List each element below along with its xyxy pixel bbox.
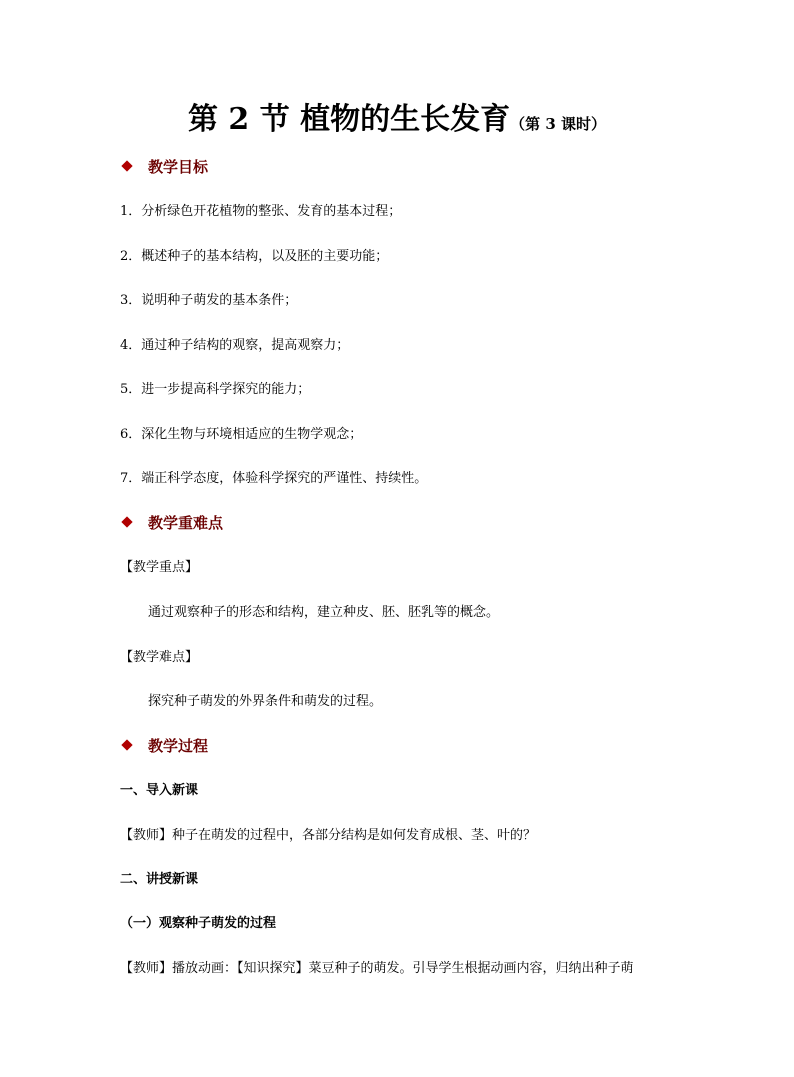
section-heading-label: 教学目标 xyxy=(148,158,209,176)
process-part2-title: 二、讲授新课 xyxy=(120,872,199,887)
page-title xyxy=(0,100,794,144)
objective-item: 4．通过种子结构的观察，提高观察力； xyxy=(120,338,350,353)
difficult-points-label: 【教学难点】 xyxy=(120,650,199,665)
process-sub1-title: （一）观察种子萌发的过程 xyxy=(120,916,277,931)
section-heading-process xyxy=(120,736,208,756)
objective-item: 1．分析绿色开花植物的整张、发育的基本过程； xyxy=(120,204,402,219)
key-points-label: 【教学重点】 xyxy=(120,560,199,575)
section-heading-difficulties xyxy=(120,513,223,533)
diamond-bullet-icon xyxy=(121,160,132,171)
title-main: 第 2 节 植物的生长发育 xyxy=(187,102,511,137)
objective-item: 6．深化生物与环境相适应的生物学观念； xyxy=(120,427,363,442)
objective-item: 3．说明种子萌发的基本条件； xyxy=(120,293,298,308)
title-subtitle: （第 3 课时） xyxy=(510,115,607,133)
key-points-text: 通过观察种子的形态和结构，建立种皮、胚、胚乳等的概念。 xyxy=(148,605,500,620)
difficult-points-text: 探究种子萌发的外界条件和萌发的过程。 xyxy=(148,694,383,709)
process-part1-text: 【教师】种子在萌发的过程中，各部分结构是如何发育成根、茎、叶的？ xyxy=(120,828,537,843)
objective-item: 2．概述种子的基本结构，以及胚的主要功能； xyxy=(120,249,389,264)
process-part1-title: 一、导入新课 xyxy=(120,783,199,798)
section-heading-objectives xyxy=(120,157,208,177)
diamond-bullet-icon xyxy=(121,516,132,527)
objective-item: 7．端正科学态度，体验科学探究的严谨性、持续性。 xyxy=(120,471,428,486)
diamond-bullet-icon xyxy=(121,739,132,750)
section-heading-label: 教学过程 xyxy=(148,737,209,755)
section-heading-label: 教学重难点 xyxy=(148,514,224,532)
process-sub1-text: 【教师】播放动画：【知识探究】菜豆种子的萌发。引导学生根据动画内容，归纳出种子萌 xyxy=(120,961,634,976)
objective-item: 5．进一步提高科学探究的能力； xyxy=(120,382,311,397)
